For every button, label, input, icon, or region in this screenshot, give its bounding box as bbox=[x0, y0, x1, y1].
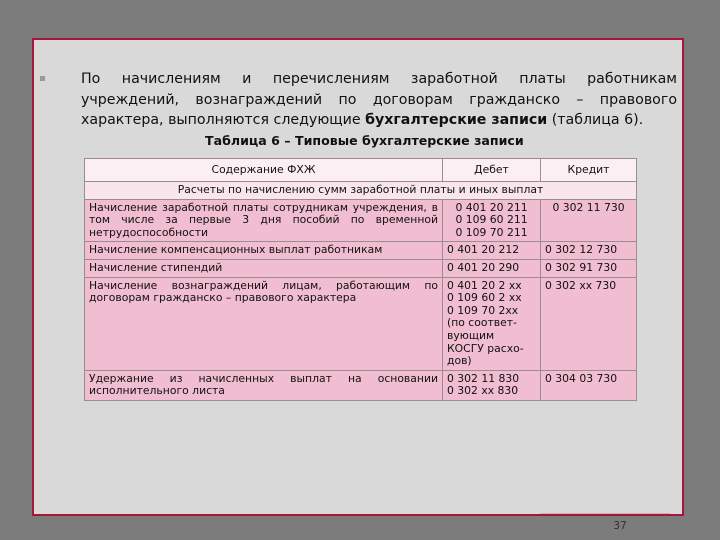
accounting-entries-table bbox=[84, 158, 637, 401]
table-row bbox=[85, 277, 637, 370]
table-caption: Таблица 6 – Типовые бухгалтерские записи bbox=[205, 133, 524, 148]
intro-line-1: По начислениям и перечислениям заработной платы работникам bbox=[81, 71, 677, 87]
table-row bbox=[85, 199, 637, 242]
row-credit: 0 302 91 730 bbox=[541, 259, 637, 277]
row-debit: 0 401 20 2 хх 0 109 60 2 хх 0 109 70 2хх (по соответ- вующим КОСГУ расхо- дов) bbox=[443, 277, 541, 370]
intro-line-3-pre: характера, выполняются следующие bbox=[81, 112, 366, 128]
page-number: 37 bbox=[613, 520, 627, 532]
row-content: Удержание из начисленных выплат на основании исполнительного листа bbox=[85, 370, 443, 400]
row-credit: 0 302 11 730 bbox=[541, 199, 637, 242]
intro-paragraph bbox=[81, 69, 677, 131]
intro-line-3-post: (таблица 6). bbox=[547, 112, 644, 128]
header-credit: Кредит bbox=[541, 159, 637, 182]
row-credit: 0 302 хх 730 bbox=[541, 277, 637, 370]
row-content: Начисление вознаграждений лицам, работающим по договорам гражданско – правового характера bbox=[85, 277, 443, 370]
row-debit: 0 401 20 212 bbox=[443, 242, 541, 260]
table-row bbox=[85, 259, 637, 277]
row-credit: 0 302 12 730 bbox=[541, 242, 637, 260]
row-debit: 0 401 20 211 0 109 60 211 0 109 70 211 bbox=[443, 199, 541, 242]
row-debit: 0 401 20 290 bbox=[443, 259, 541, 277]
row-content: Начисление стипендий bbox=[85, 259, 443, 277]
header-content: Содержание ФХЖ bbox=[85, 159, 443, 182]
section-row bbox=[85, 182, 637, 200]
row-content: Начисление заработной платы сотрудникам учреждения, в том числе за первые 3 дня пособий по временной нетрудоспособности bbox=[85, 199, 443, 242]
table-row bbox=[85, 242, 637, 260]
intro-line-2: учреждений, вознаграждений по договорам гражданско – правового bbox=[81, 91, 677, 108]
row-debit: 0 302 11 830 0 302 хх 830 bbox=[443, 370, 541, 400]
intro-line-3-bold: бухгалтерские записи bbox=[365, 112, 548, 128]
row-credit: 0 304 03 730 bbox=[541, 370, 637, 400]
section-title: Расчеты по начислению сумм заработной платы и иных выплат bbox=[85, 182, 637, 200]
row-content: Начисление компенсационных выплат работникам bbox=[85, 242, 443, 260]
page-number-rule bbox=[540, 513, 670, 514]
bullet-square-icon bbox=[40, 76, 45, 81]
table-header-row bbox=[85, 159, 637, 182]
header-debit: Дебет bbox=[443, 159, 541, 182]
table-row bbox=[85, 370, 637, 400]
